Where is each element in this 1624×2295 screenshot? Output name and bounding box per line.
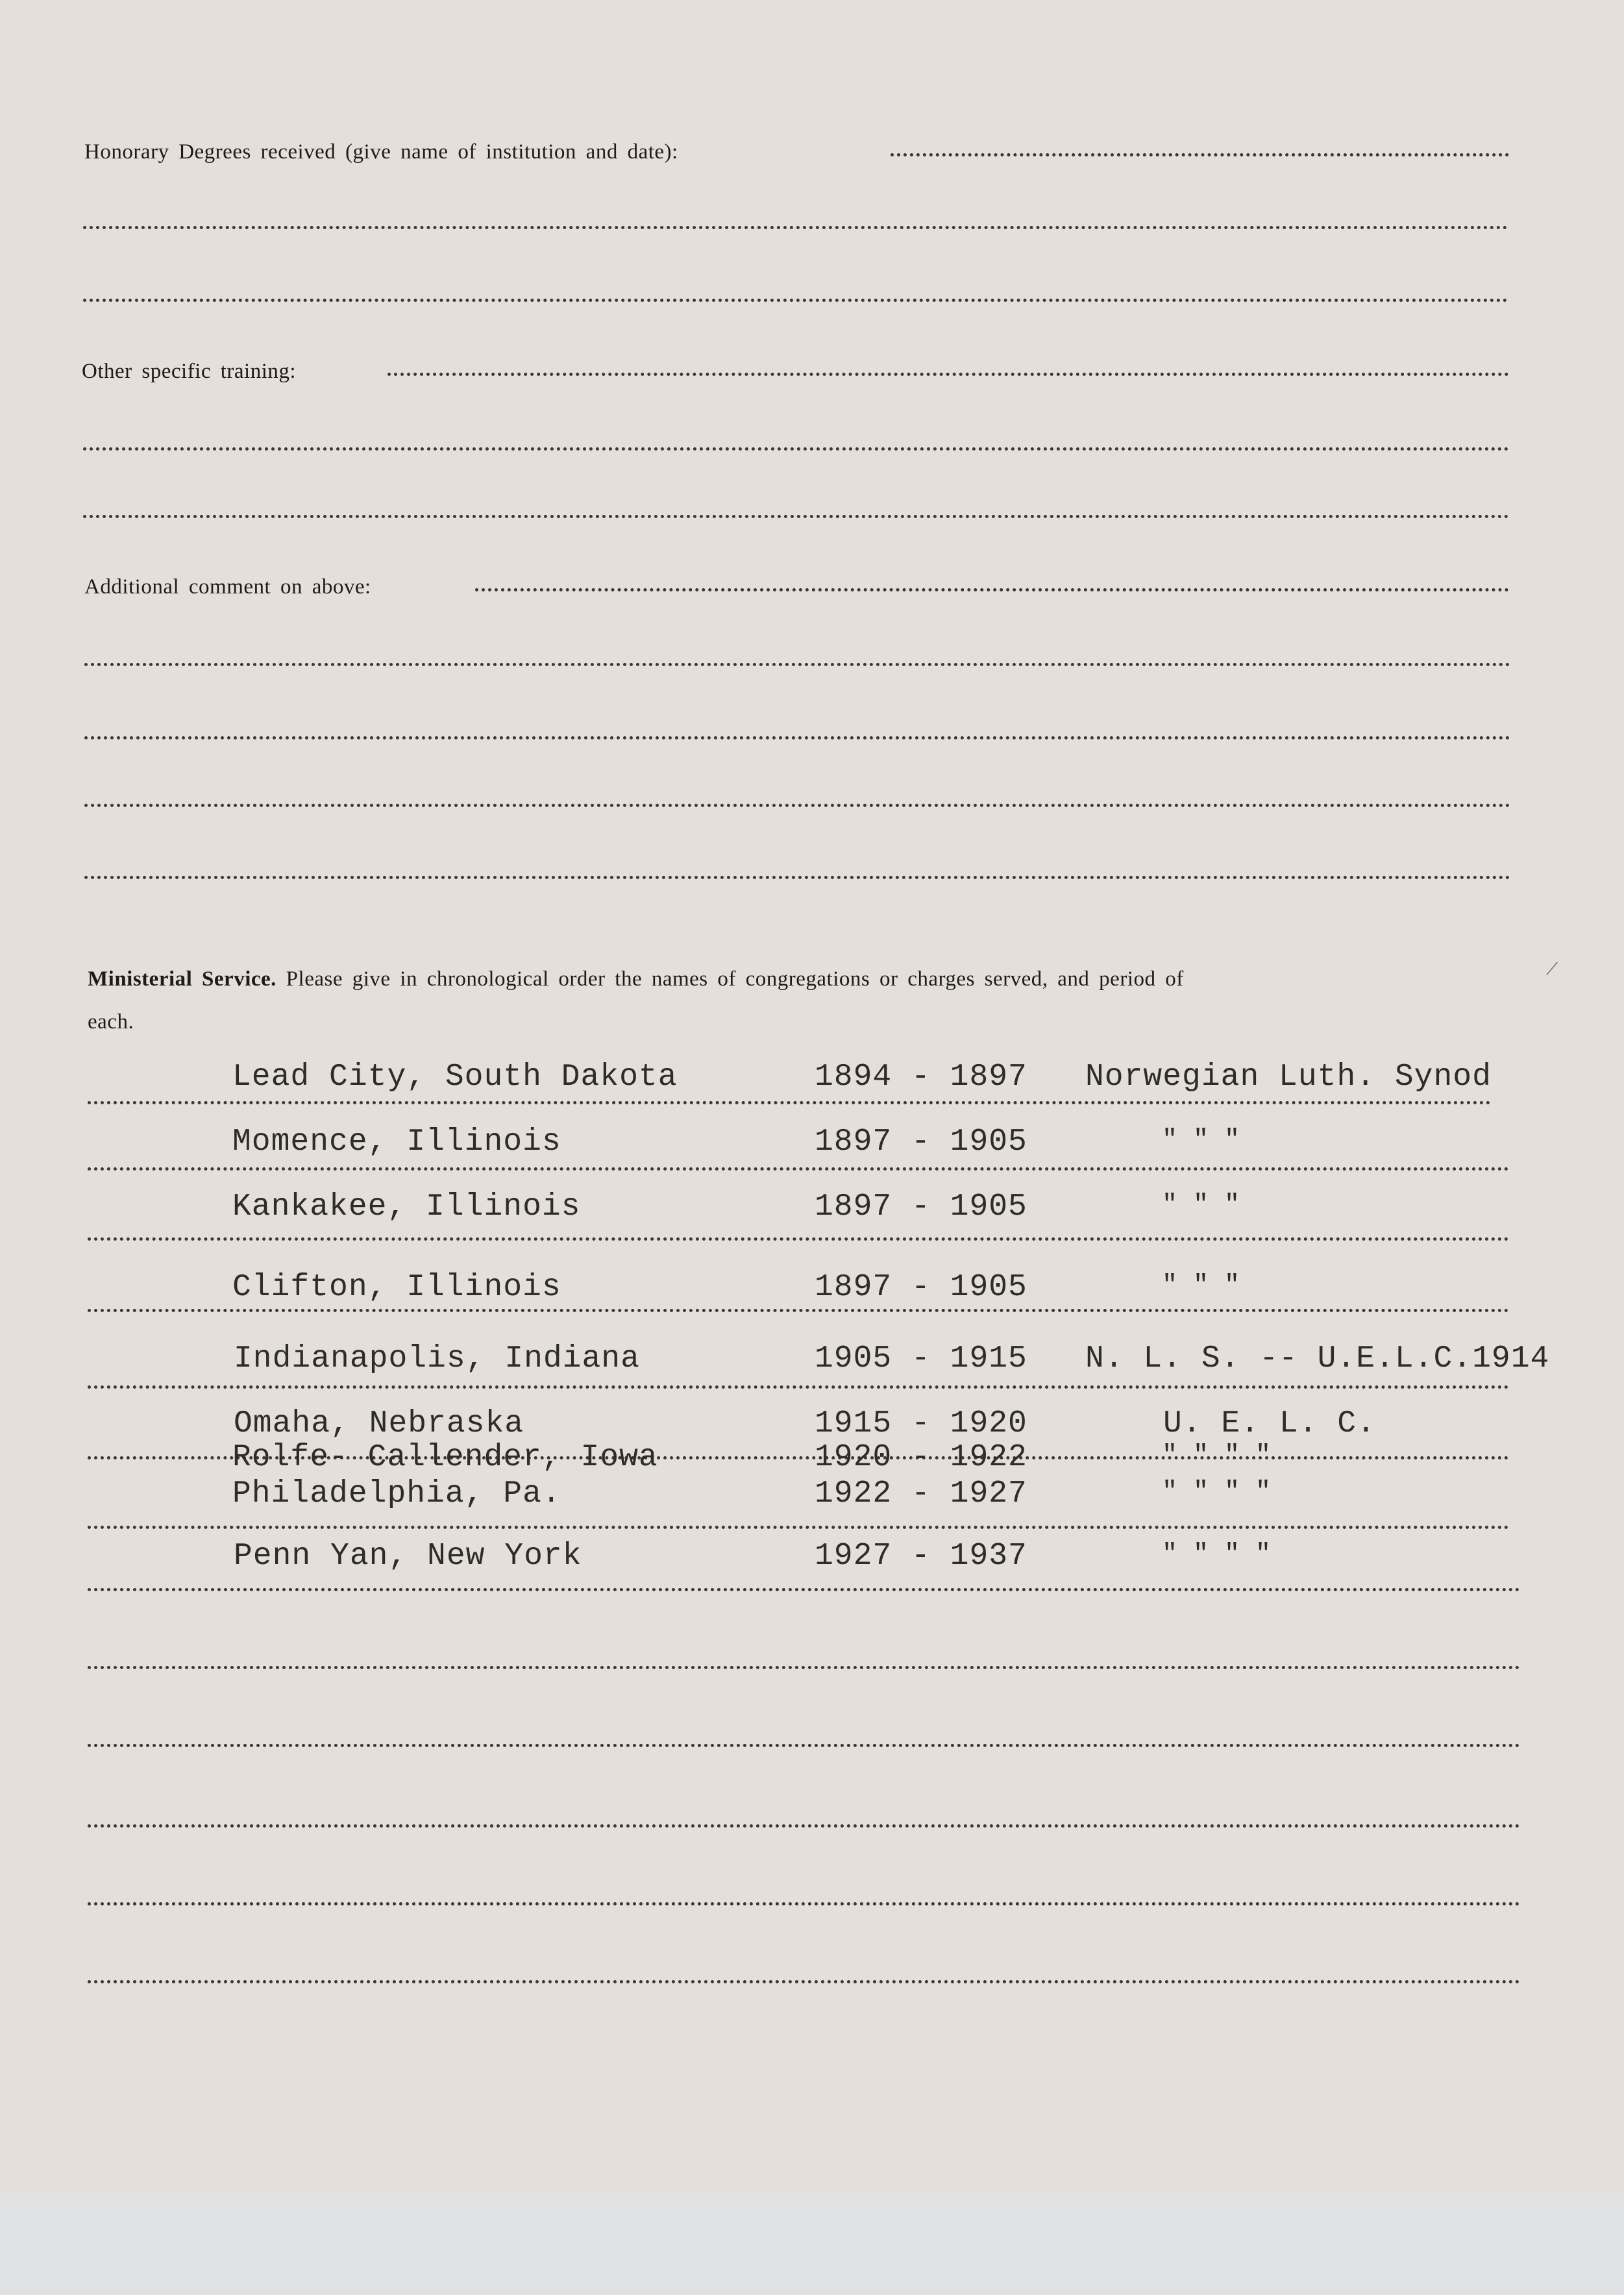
service-period: 1927 - 1937	[815, 1539, 1027, 1574]
service-place: Clifton, Illinois	[232, 1270, 561, 1305]
blank-line-1	[88, 1666, 1520, 1669]
service-line-3	[88, 1237, 1509, 1241]
service-place: Philadelphia, Pa.	[232, 1476, 561, 1511]
other-training-label: Other specific training:	[82, 360, 297, 383]
service-synod: U. E. L. C.	[1163, 1406, 1376, 1441]
additional-comment-label: Additional comment on above:	[84, 575, 371, 599]
service-synod: N. L. S. -- U.E.L.C.1914	[1085, 1341, 1550, 1376]
honorary-line-2	[83, 226, 1508, 229]
service-line-7	[88, 1526, 1509, 1529]
comment-line-4	[84, 804, 1510, 807]
service-synod: " " "	[1162, 1271, 1240, 1300]
training-line-3	[83, 515, 1509, 518]
ministerial-heading: Ministerial Service.	[88, 967, 277, 991]
service-period: 1897 - 1905	[815, 1270, 1027, 1305]
ministerial-instructions-text: Please give in chronological order the names of congregations or charges served, and period of	[286, 967, 1184, 991]
service-place: Momence, Illinois	[232, 1124, 561, 1160]
service-place: Kankakee, Illinois	[232, 1189, 581, 1224]
service-period: 1905 - 1915	[815, 1341, 1027, 1376]
ministerial-instructions	[88, 967, 1184, 991]
service-period: 1897 - 1905	[815, 1189, 1027, 1224]
service-synod: " " "	[1162, 1126, 1240, 1155]
blank-line-5	[88, 1980, 1520, 1983]
pencil-tick-mark: ⟋	[1546, 960, 1558, 978]
service-synod: " " " "	[1162, 1478, 1272, 1507]
service-period: 1915 - 1920	[815, 1406, 1027, 1441]
service-place: Penn Yan, New York	[234, 1539, 582, 1574]
service-place: Omaha, Nebraska	[234, 1406, 524, 1441]
service-place: Lead City, South Dakota	[232, 1060, 678, 1095]
service-synod: " " "	[1162, 1191, 1240, 1220]
training-line-2	[83, 447, 1509, 451]
service-place: Rolfe- Callender, Iowa	[232, 1440, 658, 1475]
service-line-4	[88, 1309, 1509, 1312]
service-period: 1920 - 1922	[815, 1440, 1027, 1475]
blank-line-4	[88, 1902, 1520, 1905]
honorary-line-1	[891, 153, 1509, 156]
training-line-1	[388, 373, 1509, 376]
service-synod: " " " "	[1162, 1441, 1272, 1470]
comment-line-2	[84, 663, 1510, 666]
service-line-8	[88, 1588, 1520, 1591]
service-period: 1922 - 1927	[815, 1476, 1027, 1511]
comment-line-5	[84, 876, 1510, 879]
honorary-line-3	[83, 299, 1508, 302]
honorary-degrees-label: Honorary Degrees received (give name of institution and date):	[84, 140, 678, 164]
service-period: 1897 - 1905	[815, 1124, 1027, 1160]
service-period: 1894 - 1897	[815, 1060, 1027, 1095]
blank-line-2	[88, 1744, 1520, 1747]
service-synod: " " " "	[1162, 1540, 1272, 1569]
service-line-1	[88, 1101, 1491, 1104]
comment-line-1	[475, 588, 1509, 591]
service-place: Indianapolis, Indiana	[234, 1341, 640, 1376]
service-line-5	[88, 1385, 1509, 1389]
blank-line-3	[88, 1824, 1520, 1828]
ministerial-instructions-cont: each.	[88, 1010, 134, 1034]
comment-line-3	[84, 736, 1510, 739]
service-synod: Norwegian Luth. Synod	[1085, 1060, 1492, 1095]
service-line-2	[88, 1167, 1509, 1171]
